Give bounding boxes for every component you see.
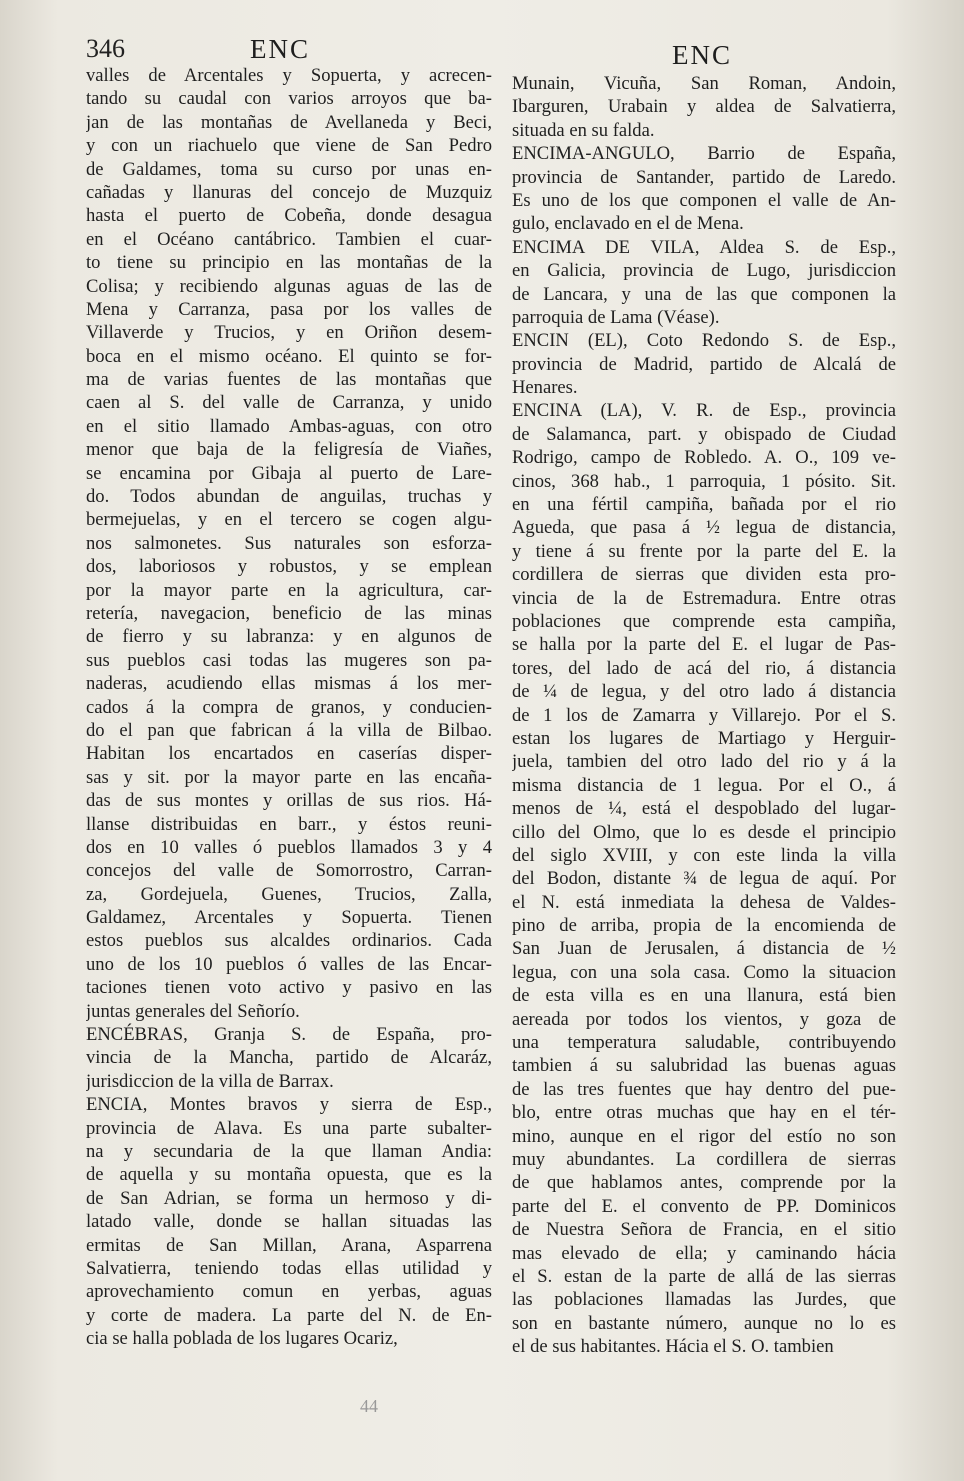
text-line: vincia de la de Estremadura. Entre otras xyxy=(512,587,896,609)
text-line: Villaverde y Trucios, y en Oriñon desem- xyxy=(86,322,492,344)
text-line: de ¼ de legua, y del otro lado á distancia xyxy=(512,681,896,703)
text-line: concejos del valle de Somorrostro, Carran- xyxy=(86,860,492,882)
signature-mark: 44 xyxy=(360,1396,378,1416)
text-line: cillo del Olmo, que lo es desde el principio xyxy=(512,821,896,843)
left-running-head: ENC xyxy=(250,34,310,64)
text-line: ENCIMA DE VILA, Aldea S. de Esp., xyxy=(512,236,896,258)
text-line: llanse distribuidas en barr., y éstos reuni- xyxy=(86,813,492,835)
text-line: de San Adrian, se forma un hermoso y di- xyxy=(86,1187,492,1209)
text-line: de las tres fuentes que hay dentro del pue- xyxy=(512,1078,896,1100)
text-line: de aquella y su montaña opuesta, que es la xyxy=(86,1164,492,1186)
text-line: vincia de la Mancha, partido de Alcaráz, xyxy=(86,1047,492,1069)
text-line: gulo, enclavado en el de Mena. xyxy=(512,213,744,235)
text-line: provincia de Madrid, partido de Alcalá de xyxy=(512,353,896,375)
text-line: retería, navegacion, beneficio de las minas xyxy=(86,602,492,624)
text-line: za, Gordejuela, Guenes, Trucios, Zalla, xyxy=(86,883,492,905)
text-line: aprovechamiento comun en yerbas, aguas xyxy=(86,1281,492,1303)
text-line: por la mayor parte en la agricultura, car- xyxy=(86,579,492,601)
text-line: misma distancia de 1 legua. Por el O., á xyxy=(512,774,896,796)
text-line: taciones tienen voto activo y pasivo en las xyxy=(86,977,492,999)
text-line: San Juan de Jerusalen, á distancia de ½ xyxy=(512,938,896,960)
text-line: Agueda, que pasa á ½ legua de distancia, xyxy=(512,517,896,539)
text-line: tambien á su salubridad las buenas aguas xyxy=(512,1055,896,1077)
text-line: poblaciones que comprende esta campiña, xyxy=(512,610,896,632)
text-line: Rodrigo, campo de Robledo. A. O., 109 ve- xyxy=(512,447,896,469)
text-line: parroquia de Lama (Véase). xyxy=(512,306,720,328)
right-running-head: ENC xyxy=(672,40,732,70)
text-line: cia se halla poblada de los lugares Ocariz, xyxy=(86,1328,398,1350)
text-line: menor que baja de la feligresía de Viañes, xyxy=(86,439,492,461)
right-text-column xyxy=(512,72,896,1358)
text-line: pino de arriba, propia de la encomienda de xyxy=(512,915,896,937)
text-line: estos pueblos sus alcaldes ordinarios. Cada xyxy=(86,930,492,952)
text-line: parte del E. el convento de PP. Dominicos xyxy=(512,1195,896,1217)
text-line: na y secundaria de la que llaman Andia: xyxy=(86,1140,492,1162)
text-line: bermejuelas, y en el tercero se cogen algu- xyxy=(86,509,492,531)
text-line: se encamina por Gibaja al puerto de Lare- xyxy=(86,462,492,484)
text-line: Henares. xyxy=(512,377,578,399)
text-line: muy abundantes. La cordillera de sierras xyxy=(512,1148,896,1170)
text-line: mino, aunque en el rigor del estío no son xyxy=(512,1125,896,1147)
text-line: ma de varias fuentes de las montañas que xyxy=(86,369,492,391)
text-line: y tiene á su frente por la parte del E. la xyxy=(512,540,896,562)
text-line: legua, con una sola casa. Como la situacion xyxy=(512,961,896,983)
text-line: naderas, acudiendo ellas mismas á los mer- xyxy=(86,673,492,695)
text-line: del Bodon, distante ¾ de legua de aquí. Por xyxy=(512,868,896,890)
text-line: cordillera de sierras que dividen esta pro- xyxy=(512,564,896,586)
text-line: estan los lugares de Martiago y Herguir- xyxy=(512,727,896,749)
text-line: ENCIA, Montes bravos y sierra de Esp., xyxy=(86,1094,492,1116)
text-line: y corte de madera. La parte del N. de En- xyxy=(86,1304,492,1326)
text-line: jan de las montañas de Avellaneda y Beci, xyxy=(86,111,492,133)
text-line: Mena y Carranza, pasa por los valles de xyxy=(86,298,492,320)
text-line: las poblaciones llamadas las Jurdes, que xyxy=(512,1289,896,1311)
text-line: das de sus montes y orillas de sus rios. Há- xyxy=(86,790,492,812)
text-line: y con un riachuelo que viene de San Pedro xyxy=(86,135,492,157)
text-line: Colisa; y recibiendo algunas aguas de las de xyxy=(86,275,492,297)
text-line: provincia de Alava. Es una parte subalter- xyxy=(86,1117,492,1139)
text-line: Galdamez, Arcentales y Sopuerta. Tienen xyxy=(86,907,492,929)
text-line: caen al S. del valle de Carranza, y unido xyxy=(86,392,492,414)
text-line: de esta villa es en una llanura, está bien xyxy=(512,985,896,1007)
left-text-column xyxy=(86,64,492,1350)
text-line: uno de los 10 pueblos ó valles de las Encar- xyxy=(86,953,492,975)
text-line: se halla por la parte del E. el lugar de Pas- xyxy=(512,634,896,656)
text-line: son en bastante número, aunque no lo es xyxy=(512,1312,896,1334)
text-line: cados á la compra de granos, y conducien- xyxy=(86,696,492,718)
text-line: de 1 los de Zamarra y Villarejo. Por el S. xyxy=(512,704,896,726)
text-line: boca en el mismo océano. El quinto se for- xyxy=(86,345,492,367)
text-line: de Lancara, y una de las que componen la xyxy=(512,283,896,305)
text-line: Habitan los encartados en caserías disper- xyxy=(86,743,492,765)
text-line: Es uno de los que componen el valle de An- xyxy=(512,189,896,211)
text-line: nos salmonetes. Sus naturales son esforza- xyxy=(86,532,492,554)
text-line: jurisdiccion de la villa de Barrax. xyxy=(86,1070,334,1092)
text-line: de que hablamos antes, comprende por la xyxy=(512,1172,896,1194)
text-line: de Salamanca, part. y obispado de Ciudad xyxy=(512,423,896,445)
text-line: una temperatura saludable, contribuyendo xyxy=(512,1032,896,1054)
text-line: ENCINA (LA), V. R. de Esp., provincia xyxy=(512,400,896,422)
text-line: de Nuestra Señora de Francia, en el sitio xyxy=(512,1219,896,1241)
text-line: do. Todos abundan de anguilas, truchas y xyxy=(86,486,492,508)
text-line: juela, tambien del otro lado del rio y á la xyxy=(512,751,896,773)
text-line: ENCIMA-ANGULO, Barrio de España, xyxy=(512,143,896,165)
text-line: provincia de Santander, partido de Laredo. xyxy=(512,166,896,188)
text-line: juntas generales del Señorío. xyxy=(86,1000,300,1022)
text-line: dos en 10 valles ó pueblos llamados 3 y 4 xyxy=(86,836,492,858)
text-line: situada en su falda. xyxy=(512,119,655,141)
page-number: 346 xyxy=(86,34,125,63)
text-line: cinos, 368 hab., 1 parroquia, 1 pósito. Sit. xyxy=(512,470,896,492)
text-line: mas elevado de ella; y caminando hácia xyxy=(512,1242,896,1264)
text-line: do el pan que fabrican á la villa de Bilbao. xyxy=(86,719,492,741)
text-line: latado valle, donde se hallan situadas las xyxy=(86,1211,492,1233)
text-line: en una fértil campiña, bañada por el rio xyxy=(512,494,896,516)
text-line: to tiene su principio en las montañas de la xyxy=(86,252,492,274)
text-line: de fierro y su labranza: y en algunos de xyxy=(86,626,492,648)
text-line: Munain, Vicuña, San Roman, Andoin, xyxy=(512,73,896,94)
text-line: tores, del lado de acá del rio, á distancia xyxy=(512,657,896,679)
text-line: el N. está inmediata la dehesa de Valdes- xyxy=(512,891,896,913)
text-line: menos de ¼, está el despoblado del lugar- xyxy=(512,798,896,820)
text-line: tando su caudal con varios arroyos que ba- xyxy=(86,88,492,110)
text-line: dos, laboriosos y robustos, y se emplean xyxy=(86,556,492,578)
text-line: cañadas y llanuras del concejo de Muzquiz xyxy=(86,181,492,203)
text-line: en Galicia, provincia de Lugo, jurisdiccion xyxy=(512,260,896,282)
text-line: del siglo XVIII, y con este linda la villa xyxy=(512,844,896,866)
text-line: sas y sit. por la mayor parte en las encaña- xyxy=(86,766,492,788)
text-line: en el sitio llamado Ambas-aguas, con otro xyxy=(86,415,492,437)
text-line: el S. estan de la parte de allá de las sierras xyxy=(512,1265,896,1287)
text-line: blo, entre otras muchas que hay en el tér- xyxy=(512,1102,896,1124)
text-line: ENCIN (EL), Coto Redondo S. de Esp., xyxy=(512,330,896,352)
text-line: el de sus habitantes. Hácia el S. O. tambien xyxy=(512,1336,834,1358)
text-line: sus pueblos casi todas las mugeres son pa- xyxy=(86,649,492,671)
text-line: de Galdames, toma su curso por unas en- xyxy=(86,158,492,180)
text-line: valles de Arcentales y Sopuerta, y acrecen- xyxy=(86,65,492,86)
text-line: en el Océano cantábrico. Tambien el cuar- xyxy=(86,228,492,250)
text-line: Salvatierra, teniendo todas ellas utilidad y xyxy=(86,1257,492,1279)
text-line: hasta el puerto de Cobeña, donde desagua xyxy=(86,205,492,227)
text-line: Ibarguren, Urabain y aldea de Salvatierra, xyxy=(512,96,896,118)
text-line: ermitas de San Millan, Arana, Asparrena xyxy=(86,1234,492,1256)
text-line: aereada por todos los vientos, y goza de xyxy=(512,1008,896,1030)
text-line: ENCÉBRAS, Granja S. de España, pro- xyxy=(86,1024,492,1046)
